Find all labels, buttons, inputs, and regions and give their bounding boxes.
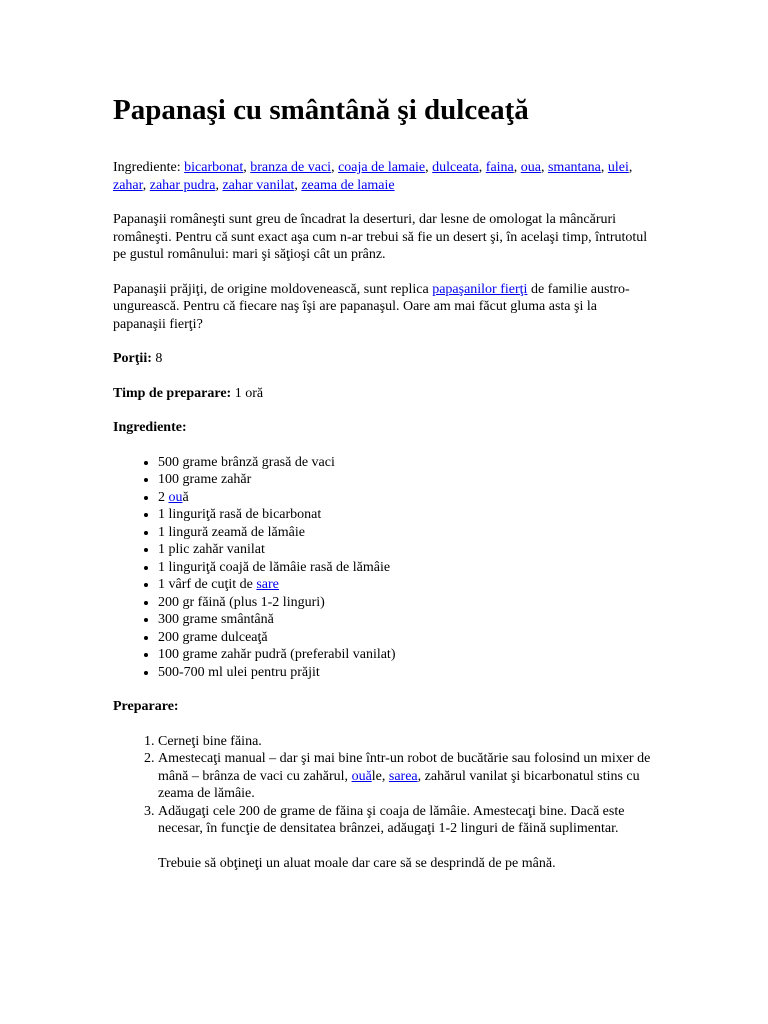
ingredients-tags-label: Ingrediente:	[113, 160, 181, 175]
preparation-steps	[113, 733, 653, 873]
list-item: • 200 grame dulceaţă	[158, 629, 653, 647]
step-item: 1. Cerneţi bine făina.	[158, 733, 653, 751]
intro-paragraph-1: Papanaşii româneşti sunt greu de încadrat la deserturi, dar lesne de omologat la mâncăruri româneşti. Pentru că sunt exact aşa cum n-ar trebui să fie un desert şi, în acelaşi timp, întrutotul pe gustul românului: mari şi săţioşi cât un prânz.	[113, 212, 648, 262]
tag-link-dulceata[interactable]: dulceata	[432, 160, 479, 175]
list-item: • 1 plic zahăr vanilat	[158, 541, 653, 559]
tag-link-oua[interactable]: oua	[520, 160, 541, 175]
step-3-text: 3. Adăugaţi cele 200 de grame de făina şi coaja de lămâie. Amestecaţi bine. Dacă este necesar, în funcţie de densitatea brânzei, adăugaţi 1-2 linguri de făină suplimentar.	[158, 803, 625, 836]
ingredient-eggs-before: 2	[158, 489, 169, 505]
tag-link-zahar[interactable]: zahar	[113, 177, 143, 193]
list-item	[158, 489, 653, 507]
article	[113, 92, 653, 872]
portions-label: Porţii:	[113, 351, 152, 366]
prep-time-value: 1 oră	[234, 385, 264, 401]
ingredients-tags-line: Ingrediente: bicarbonat, branza de vaci, coaja de lamaie, dulceata, faina, oua, smantana, ulei, zahar, zahar pudra, zahar vanilat, zeama de lamaie	[113, 160, 633, 193]
ingredient-salt-before: 1 vârf de cuţit de	[158, 577, 257, 592]
step-2-eggs-link[interactable]: ouă	[351, 768, 372, 784]
portions-line	[113, 350, 653, 368]
list-item: • 500-700 ml ulei pentru prăjit	[158, 664, 653, 682]
portions-value: 8	[155, 351, 163, 366]
step-3-note: Trebuie să obţineţi un aluat moale dar care să se desprindă de pe mână.	[158, 855, 556, 871]
list-item: • 1 linguriţă rasă de bicarbonat	[158, 506, 653, 524]
list-item: • 100 grame zahăr	[158, 471, 653, 489]
list-item: • 200 gr făină (plus 1-2 linguri)	[158, 594, 653, 612]
tag-link-branza-de-vaci[interactable]: branza de vaci	[250, 160, 332, 175]
tag-link-bicarbonat[interactable]: bicarbonat	[184, 160, 244, 175]
ingredient-eggs-after: ă	[182, 489, 189, 505]
step-item	[158, 750, 653, 803]
page-title: Papanaşi cu smântână şi dulceaţă	[113, 94, 529, 126]
intro-paragraph-2-after: de familie austro-ungurească. Pentru că fiecare naş îşi are papanaşul. Oare am mai făcut gluma asta şi la papanaşii fierţi?	[113, 281, 630, 332]
tag-link-faina[interactable]: faina	[485, 160, 514, 175]
prep-time-label: Timp de preparare:	[113, 385, 232, 401]
papanasi-fierti-link[interactable]: papaşanilor fierţi	[432, 281, 528, 297]
ingredient-salt-link[interactable]: sare	[256, 577, 279, 592]
tag-link-zahar-vanilat[interactable]: zahar vanilat	[222, 177, 295, 193]
ingredient-eggs-link[interactable]: ou	[168, 489, 183, 505]
tag-link-coaja-de-lamaie[interactable]: coaja de lamaie	[338, 160, 426, 175]
list-item: • 100 grame zahăr pudră (preferabil vanilat)	[158, 646, 653, 664]
step-2-text-c: , zahărul vanilat şi bicarbonatul stins cu zeama de lămâie.	[158, 768, 640, 801]
list-item: • 500 grame brânză grasă de vaci	[158, 454, 653, 472]
tag-link-ulei[interactable]: ulei	[607, 160, 629, 175]
ingredients-list	[113, 454, 653, 682]
intro-paragraph-2	[113, 281, 653, 334]
prep-time-line	[113, 385, 653, 403]
preparation-heading: Preparare:	[113, 699, 179, 714]
tag-link-zeama-de-lamaie[interactable]: zeama de lamaie	[301, 177, 395, 193]
step-2-text-a: Amestecaţi manual – dar şi mai bine într-un robot de bucătărie sau folosind un mixer de mână – brânza de vaci cu zahărul,	[158, 751, 651, 784]
list-item	[158, 576, 653, 594]
list-item: • 1 linguriţă coajă de lămâie rasă de lămâie	[158, 559, 653, 577]
step-2-salt-link[interactable]: sarea	[388, 768, 418, 784]
intro-paragraph-2-before: Papanaşii prăjiţi, de origine moldovenească, sunt replica	[113, 281, 433, 297]
list-item: • 1 lingură zeamă de lămâie	[158, 524, 653, 542]
tag-link-smantana[interactable]: smantana	[547, 160, 601, 175]
tag-link-zahar-pudra[interactable]: zahar pudra	[149, 177, 216, 193]
step-2-text-b: le,	[371, 768, 389, 784]
ingredients-heading: Ingrediente:	[113, 420, 187, 435]
step-item	[158, 803, 653, 873]
list-item: • 300 grame smântână	[158, 611, 653, 629]
